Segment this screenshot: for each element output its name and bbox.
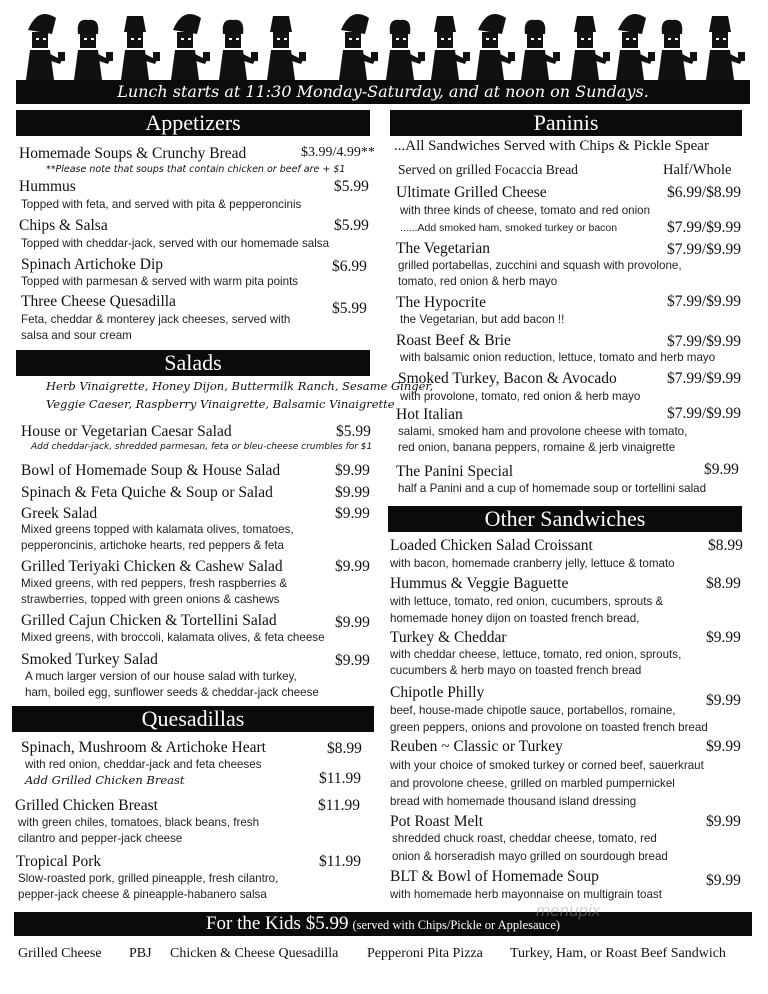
menu-item-description: Feta, cheddar & monterey jack cheeses, served with — [21, 313, 291, 326]
kids-item: Chicken & Cheese Quesadilla — [170, 946, 339, 961]
menu-item-name: The Panini Special — [396, 463, 514, 480]
menu-item-price: $11.99 — [319, 853, 362, 870]
silhouette-figure — [339, 14, 378, 80]
menu-item-price: $5.99 — [332, 300, 367, 317]
paninis-subtitle: ...All Sandwiches Served with Chips & Pickle Spear — [394, 138, 709, 154]
menu-item-price: $9.99 — [335, 614, 370, 631]
decorative-figures-header — [0, 0, 768, 80]
menu-item-price: $3.99/4.99** — [301, 145, 375, 160]
menu-item-description: and provolone cheese, grilled on marbled pumpernickel — [390, 777, 675, 790]
menu-item-price: $8.99 — [327, 740, 362, 757]
menu-item-price: $9.99 — [335, 558, 370, 575]
menu-item-name: Loaded Chicken Salad Croissant — [390, 537, 593, 554]
silhouette-figure — [74, 20, 113, 80]
menu-item-name: Spinach & Feta Quiche & Soup or Salad — [21, 484, 273, 501]
menu-item-description: bread with homemade thousand island dressing — [390, 795, 637, 808]
menu-item-price: $9.99 — [706, 692, 741, 709]
menu-item-price: $9.99 — [706, 629, 741, 646]
menu-item-name: Grilled Cajun Chicken & Tortellini Salad — [21, 612, 277, 629]
menu-item-price: $9.99 — [335, 462, 370, 479]
menu-item-description: with green chiles, tomatoes, black beans, fresh — [18, 816, 260, 829]
section-header-other-sandwiches: Other Sandwiches — [388, 506, 742, 532]
menu-item-note: Add cheddar-jack, shredded parmesan, feta or bleu-cheese crumbles for $1 — [31, 442, 373, 452]
menu-item-name: Pot Roast Melt — [390, 813, 484, 830]
menu-item-description: pepperoncinis, artichoke hearts, red peppers & feta — [21, 539, 284, 552]
menu-item-price: $9.99 — [704, 461, 739, 478]
menu-item-description: Mixed greens, with red peppers, fresh raspberries & — [21, 577, 288, 590]
menu-item-name: Reuben ~ Classic or Turkey — [390, 738, 563, 755]
menu-item-description: salami, smoked ham and provolone cheese with tomato, — [398, 425, 688, 438]
menu-item-name: Three Cheese Quesadilla — [21, 293, 176, 310]
menu-item-description: with provolone, tomato, red onion & herb mayo — [400, 390, 641, 403]
menu-item-name: Tropical Pork — [16, 853, 102, 870]
menu-item-price: $7.99/$9.99 — [667, 241, 742, 258]
menu-item-price: $11.99 — [318, 797, 361, 814]
menu-item-name: Smoked Turkey Salad — [21, 651, 158, 668]
menu-item-price: $5.99 — [336, 423, 371, 440]
menu-item-price: $8.99 — [708, 537, 743, 554]
menu-item-description: with lettuce, tomato, red onion, cucumbers, sprouts & — [390, 595, 664, 608]
lunch-hours-banner: Lunch starts at 11:30 Monday-Saturday, and at noon on Sundays. — [16, 80, 750, 104]
silhouette-figure — [658, 20, 697, 80]
menu-item-description: with cheddar cheese, lettuce, tomato, red onion, sprouts, — [390, 648, 682, 661]
silhouette-figure — [219, 20, 258, 80]
menu-item-description: half a Panini and a cup of homemade soup or tortellini salad — [398, 482, 707, 495]
menu-item-name: House or Vegetarian Caesar Salad — [21, 423, 232, 440]
silhouette-figure — [521, 20, 560, 80]
section-header-appetizers: Appetizers — [16, 110, 370, 136]
menu-item-description: ham, boiled egg, sunflower seeds & cheddar-jack cheese — [25, 686, 319, 699]
menu-item-description: with balsamic onion reduction, lettuce, tomato and herb mayo — [400, 351, 716, 364]
menu-item-price: $8.99 — [706, 575, 741, 592]
menu-item-price: $5.99 — [334, 178, 369, 195]
dressing-options: Herb Vinaigrette, Honey Dijon, Buttermilk Ranch, Sesame Ginger, — [46, 379, 434, 393]
menu-item-description: cucumbers & herb mayo on toasted french bread — [390, 664, 642, 677]
menu-item-name: Turkey & Cheddar — [390, 629, 507, 646]
menu-item-name: Ultimate Grilled Cheese — [396, 184, 547, 201]
silhouette-figure — [26, 14, 65, 80]
silhouette-figure — [386, 20, 425, 80]
silhouette-figure — [267, 16, 306, 80]
menu-item-name: Grilled Chicken Breast — [15, 797, 158, 814]
menu-item-description: red onion, banana peppers, romaine & jerb vinaigrette — [398, 441, 676, 454]
section-header-quesadillas: Quesadillas — [12, 706, 374, 732]
menu-item-price: $9.99 — [706, 813, 741, 830]
menu-item-description: ......Add smoked ham, smoked turkey or bacon — [400, 222, 618, 234]
menu-item-description: Mixed greens topped with kalamata olives, tomatoes, — [21, 523, 294, 536]
menu-item-description: green peppers, onions and provolone on toasted french bread — [390, 721, 708, 734]
menu-item-price: $9.99 — [706, 872, 741, 889]
kids-item: Turkey, Ham, or Roast Beef Sandwich — [510, 946, 726, 961]
menu-item-name: The Vegetarian — [396, 240, 490, 257]
menu-item-description: salsa and sour cream — [21, 329, 132, 342]
menu-item-name: Grilled Teriyaki Chicken & Cashew Salad — [21, 558, 283, 575]
menu-item-price: $7.99/$9.99 — [667, 219, 742, 236]
section-header-salads: Salads — [16, 350, 370, 376]
silhouette-figure — [476, 14, 515, 80]
menu-item-name: Spinach Artichoke Dip — [21, 256, 164, 273]
menu-item-description: Slow-roasted pork, grilled pineapple, fresh cilantro, — [18, 872, 279, 885]
menu-item-name: Hummus & Veggie Baguette — [390, 575, 569, 592]
paninis-half-whole: Half/Whole — [663, 162, 732, 178]
watermark: menupix — [536, 901, 601, 920]
menu-item-addon-price: $11.99 — [319, 770, 362, 787]
menu-item-description: pepper-jack cheese & pineapple-habanero salsa — [18, 888, 267, 901]
menu-item-description: with red onion, cheddar-jack and feta cheeses — [25, 758, 262, 771]
kids-item: Pepperoni Pita Pizza — [367, 946, 483, 961]
menu-item-addon: Add Grilled Chicken Breast — [25, 773, 185, 787]
menu-item-name: Smoked Turkey, Bacon & Avocado — [398, 370, 617, 387]
menu-item-name: Hot Italian — [396, 406, 463, 423]
menu-item-name: Greek Salad — [21, 505, 98, 522]
kids-menu-banner — [14, 912, 752, 936]
menu-item-name: The Hypocrite — [396, 294, 486, 311]
menu-item-name: Spinach, Mushroom & Artichoke Heart — [21, 739, 266, 756]
menu-item-description: shredded chuck roast, cheddar cheese, tomato, red — [392, 832, 657, 845]
menu-item-description: Topped with cheddar-jack, served with our homemade salsa — [21, 237, 330, 250]
menu-item-description: grilled portabellas, zucchini and squash with provolone, — [398, 259, 682, 272]
menu-item-description: Mixed greens, with broccoli, kalamata olives, & feta cheese — [21, 631, 325, 644]
menu-item-name: BLT & Bowl of Homemade Soup — [390, 868, 599, 885]
menu-item-price: $7.99/$9.99 — [667, 293, 742, 310]
silhouette-figure — [706, 16, 745, 80]
menu-item-description: with homemade herb mayonnaise on multigrain toast — [390, 888, 662, 901]
silhouette-figure — [121, 16, 160, 80]
silhouette-figure — [571, 16, 610, 80]
kids-menu-title: For the Kids $5.99 — [205, 913, 349, 934]
menu-item-price: $5.99 — [334, 217, 369, 234]
menu-item-description: with three kinds of cheese, tomato and red onion — [400, 204, 651, 217]
silhouette-figure — [616, 14, 655, 80]
menu-item-description: cilantro and pepper-jack cheese — [18, 832, 183, 845]
menu-item-price: $7.99/$9.99 — [667, 370, 742, 387]
menu-item-name: Chips & Salsa — [19, 217, 108, 234]
menu-item-description: tomato, red onion & herb mayo — [398, 275, 558, 288]
menu-item-description: Topped with feta, and served with pita & pepperoncinis — [21, 198, 302, 211]
menu-item-description: A much larger version of our house salad with turkey, — [25, 670, 297, 683]
kids-item: Grilled Cheese — [18, 946, 102, 961]
silhouette-figure — [431, 16, 470, 80]
dressing-options: Veggie Caeser, Raspberry Vinaigrette, Balsamic Vinaigrette — [46, 397, 395, 411]
menu-item-description: onion & horseradish mayo grilled on sourdough bread — [392, 850, 668, 863]
menu-item-description: beef, house-made chipotle sauce, portabellos, romaine, — [390, 704, 676, 717]
menu-item-description: the Vegetarian, but add bacon !! — [400, 313, 565, 326]
menu-item-name: Homemade Soups & Crunchy Bread — [19, 145, 247, 162]
paninis-served-on: Served on grilled Focaccia Bread — [398, 162, 578, 177]
kids-item: PBJ — [129, 946, 152, 961]
menu-item-price: $9.99 — [335, 505, 370, 522]
menu-item-price: $6.99/$8.99 — [667, 184, 742, 201]
menu-item-name: Hummus — [19, 178, 76, 195]
menu-item-description: Topped with parmesan & served with warm pita points — [21, 275, 299, 288]
menu-item-price: $6.99 — [332, 258, 367, 275]
section-header-paninis: Paninis — [390, 110, 742, 136]
menu-item-price: $9.99 — [706, 738, 741, 755]
menu-item-name: Roast Beef & Brie — [396, 332, 511, 349]
menu-item-name: Chipotle Philly — [390, 684, 485, 701]
menu-item-description: with your choice of smoked turkey or corned beef, sauerkraut — [390, 759, 704, 772]
menu-item-note: **Please note that soups that contain chicken or beef are + $1 — [46, 164, 346, 175]
menu-item-price: $9.99 — [335, 652, 370, 669]
menu-item-description: strawberries, topped with green onions & cashews — [21, 593, 280, 606]
menu-item-price: $7.99/$9.99 — [667, 405, 742, 422]
kids-menu-subtitle: (served with Chips/Pickle or Applesauce) — [352, 918, 561, 932]
menu-item-description: homemade honey dijon on toasted french bread, — [390, 612, 640, 625]
menu-item-price: $7.99/$9.99 — [667, 333, 742, 350]
menu-item-description: with bacon, homemade cranberry jelly, lettuce & tomato — [390, 557, 675, 570]
silhouette-figure — [171, 14, 210, 80]
menu-item-price: $9.99 — [335, 484, 370, 501]
menu-item-name: Bowl of Homemade Soup & House Salad — [21, 462, 281, 479]
